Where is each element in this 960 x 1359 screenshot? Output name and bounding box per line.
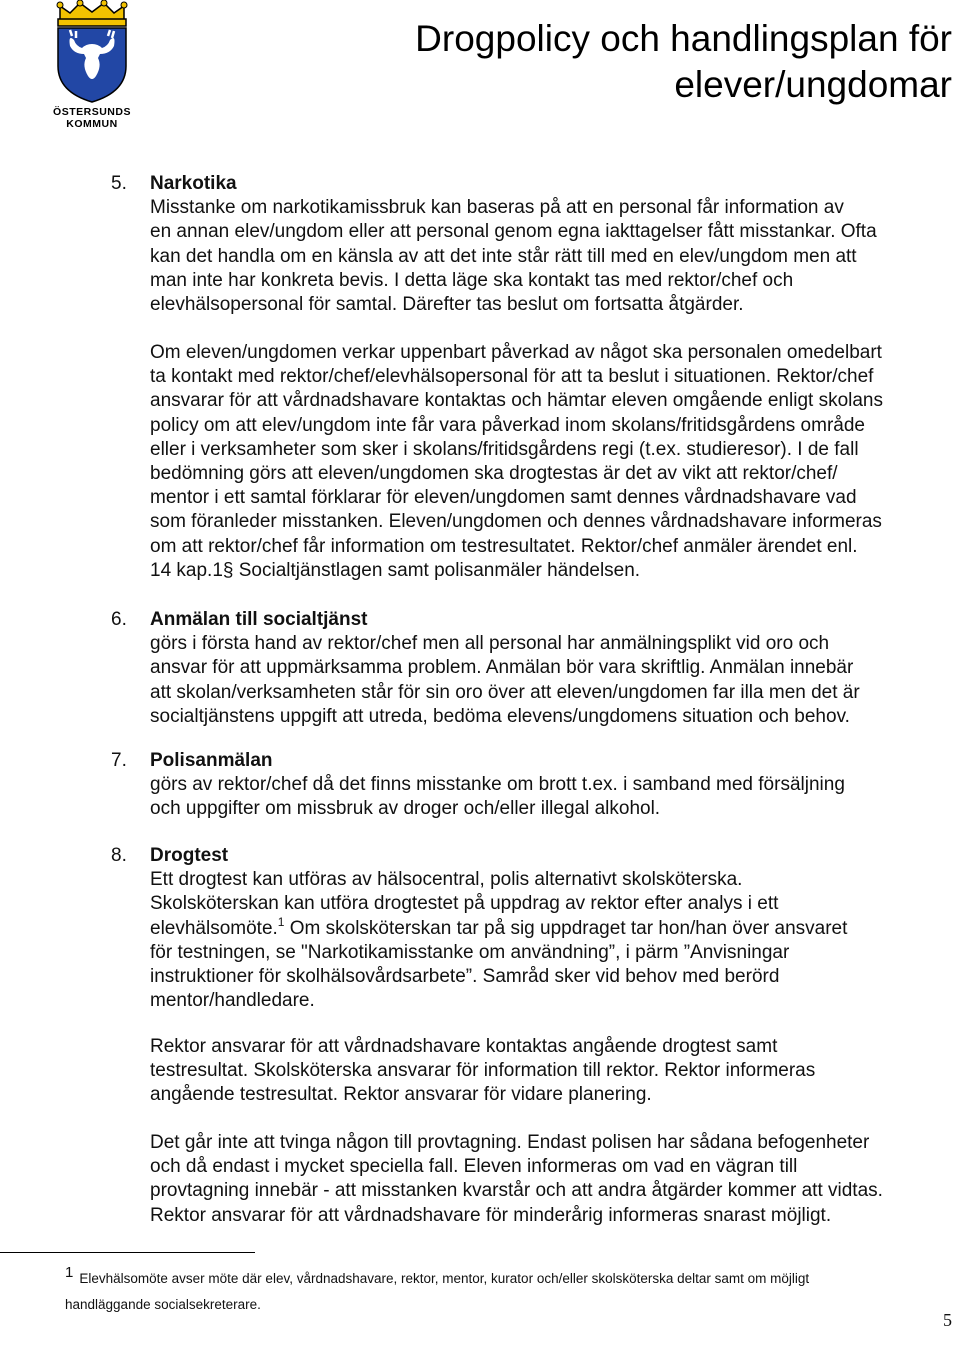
section-body <box>150 844 960 1013</box>
text-line: angående testresultat. Rektor ansvarar för vidare planering. <box>150 1084 652 1106</box>
footnote-text: Elevhälsomöte avser möte där elev, vårdnadshavare, rektor, mentor, kurator och/eller skolsköterska deltar samt om möjligt <box>79 1271 810 1286</box>
section-heading: Drogtest <box>150 845 229 866</box>
coat-of-arms-icon <box>52 0 132 104</box>
text-line: man inte har konkreta bevis. I detta läge ska kontakt tas med rektor/chef och <box>150 269 794 291</box>
text-line: om att rektor/chef får information om testresultatet. Rektor/chef anmäler ärendet enl. <box>150 535 858 557</box>
text-line: ansvar för att uppmärksamma problem. Anmälan bör vara skriftlig. Anmälan innebär <box>150 657 854 679</box>
text-fragment: Om skolsköterskan tar på sig uppdraget tar hon/han över ansvaret <box>284 917 848 939</box>
text-line: ansvarar för att vårdnadshavare kontaktas och hämtar eleven omgående enligt skolans <box>150 390 883 412</box>
municipality-logo <box>52 0 132 130</box>
text-line: policy om att elev/ungdom inte får vara påverkad inom skolans/fritidsgårdens område <box>150 414 865 436</box>
logo-text-line2: KOMMUN <box>66 118 118 130</box>
text-line: en annan elev/ungdom eller att personal genom egna iakttagelser fått misstankar. Ofta <box>150 221 877 243</box>
footnote-divider <box>0 1252 255 1253</box>
text-line: att skolan/verksamheten står för sin oro över att eleven/ungdomen far illa men det är <box>150 681 860 703</box>
text-fragment: elevhälsomöte. <box>150 917 278 939</box>
text-line: för testningen, se "Narkotikamisstanke om användning”, i pärm ”Anvisningar <box>150 941 790 963</box>
document-title <box>312 16 952 108</box>
text-line: eller i verksamheter som sker i skolans/fritidsgårdens regi (t.ex. studieresor). I de fall <box>150 438 859 460</box>
footnote-line <box>65 1266 945 1292</box>
text-line: provtagning innebär - att misstanken kvarstår och att andra åtgärder kommer att vidtas. <box>150 1180 883 1202</box>
section-number: 7. <box>111 750 127 771</box>
paragraph <box>150 1131 960 1228</box>
section-heading: Anmälan till socialtjänst <box>150 609 368 630</box>
text-line: testresultat. Skolsköterska ansvarar för information till rektor. Rektor informeras <box>150 1060 816 1082</box>
text-line: 14 kap.1§ Socialtjänstlagen samt polisanmäler händelsen. <box>150 559 641 581</box>
section-body <box>150 608 960 729</box>
text-line: Rektor ansvarar för att vårdnadshavare för minderårig informeras snarast möjligt. <box>150 1204 832 1226</box>
section-heading: Narkotika <box>150 173 237 194</box>
section-body <box>150 172 960 317</box>
section-number: 6. <box>111 609 127 630</box>
footnote <box>65 1266 945 1318</box>
section-heading: Polisanmälan <box>150 750 273 771</box>
text-line: och uppgifter om missbruk av droger och/eller illegal alkohol. <box>150 798 661 820</box>
text-line: bedömning görs att eleven/ungdomen ska drogtestas är det av vikt att rektor/chef/ <box>150 463 838 485</box>
footnote-number: 1 <box>65 1264 74 1281</box>
footnote-line: handläggande socialsekreterare. <box>65 1297 261 1312</box>
paragraph <box>150 1035 960 1108</box>
text-line: Det går inte att tvinga någon till provtagning. Endast polisen har sådana befogenheter <box>150 1132 870 1153</box>
text-line: Ett drogtest kan utföras av hälsocentral, polis alternativt skolsköterska. <box>150 869 743 891</box>
section-number: 8. <box>111 845 127 866</box>
text-line: görs i första hand av rektor/chef men all personal har anmälningsplikt vid oro och <box>150 633 830 655</box>
section-number: 5. <box>111 173 127 194</box>
text-line: Rektor ansvarar för att vårdnadshavare kontaktas angående drogtest samt <box>150 1036 778 1057</box>
text-line: mentor/handledare. <box>150 990 315 1012</box>
footnote-reference[interactable]: 1 <box>277 914 285 929</box>
text-line: och då endast i mycket speciella fall. Eleven informeras om vad en vägran till <box>150 1156 798 1178</box>
text-line: ta kontakt med rektor/chef/elevhälsopersonal för att ta beslut i situationen. Rektor/chef <box>150 366 874 388</box>
text-line: Skolsköterskan kan utföra drogtestet på uppdrag av rektor efter analys i ett <box>150 893 779 915</box>
section-body <box>150 749 960 822</box>
page-number: 5 <box>943 1310 952 1330</box>
text-line: Om eleven/ungdomen verkar uppenbart påverkad av något ska personalen omedelbart <box>150 342 882 363</box>
paragraph <box>150 341 960 583</box>
logo-text-line1: ÖSTERSUNDS <box>53 106 131 118</box>
text-line: elevhälsopersonal för samtal. Därefter tas beslut om fortsatta åtgärder. <box>150 294 744 316</box>
title-line: Drogpolicy och handlingsplan för <box>415 18 952 59</box>
text-line: mentor i ett samtal förklarar för eleven/ungdomen samt dennes vårdnadshavare vad <box>150 487 857 509</box>
text-line: som föranleder misstanken. Eleven/ungdomen och dennes vårdnadshavare informeras <box>150 511 882 533</box>
text-line-with-footnote <box>150 914 960 941</box>
text-line: instruktioner för skolhälsovårdsarbete”. Samråd sker vid behov med berörd <box>150 966 780 988</box>
text-line: Misstanke om narkotikamissbruk kan baseras på att en personal får information av <box>150 197 844 219</box>
title-line: elever/ungdomar <box>674 64 952 105</box>
text-line: görs av rektor/chef då det finns misstanke om brott t.ex. i samband med försäljning <box>150 774 845 796</box>
text-line: socialtjänstens uppgift att utreda, bedöma elevens/ungdomens situation och behov. <box>150 705 850 727</box>
text-line: kan det handla om en känsla av att det inte står rätt till med en elev/ungdom men att <box>150 245 857 267</box>
